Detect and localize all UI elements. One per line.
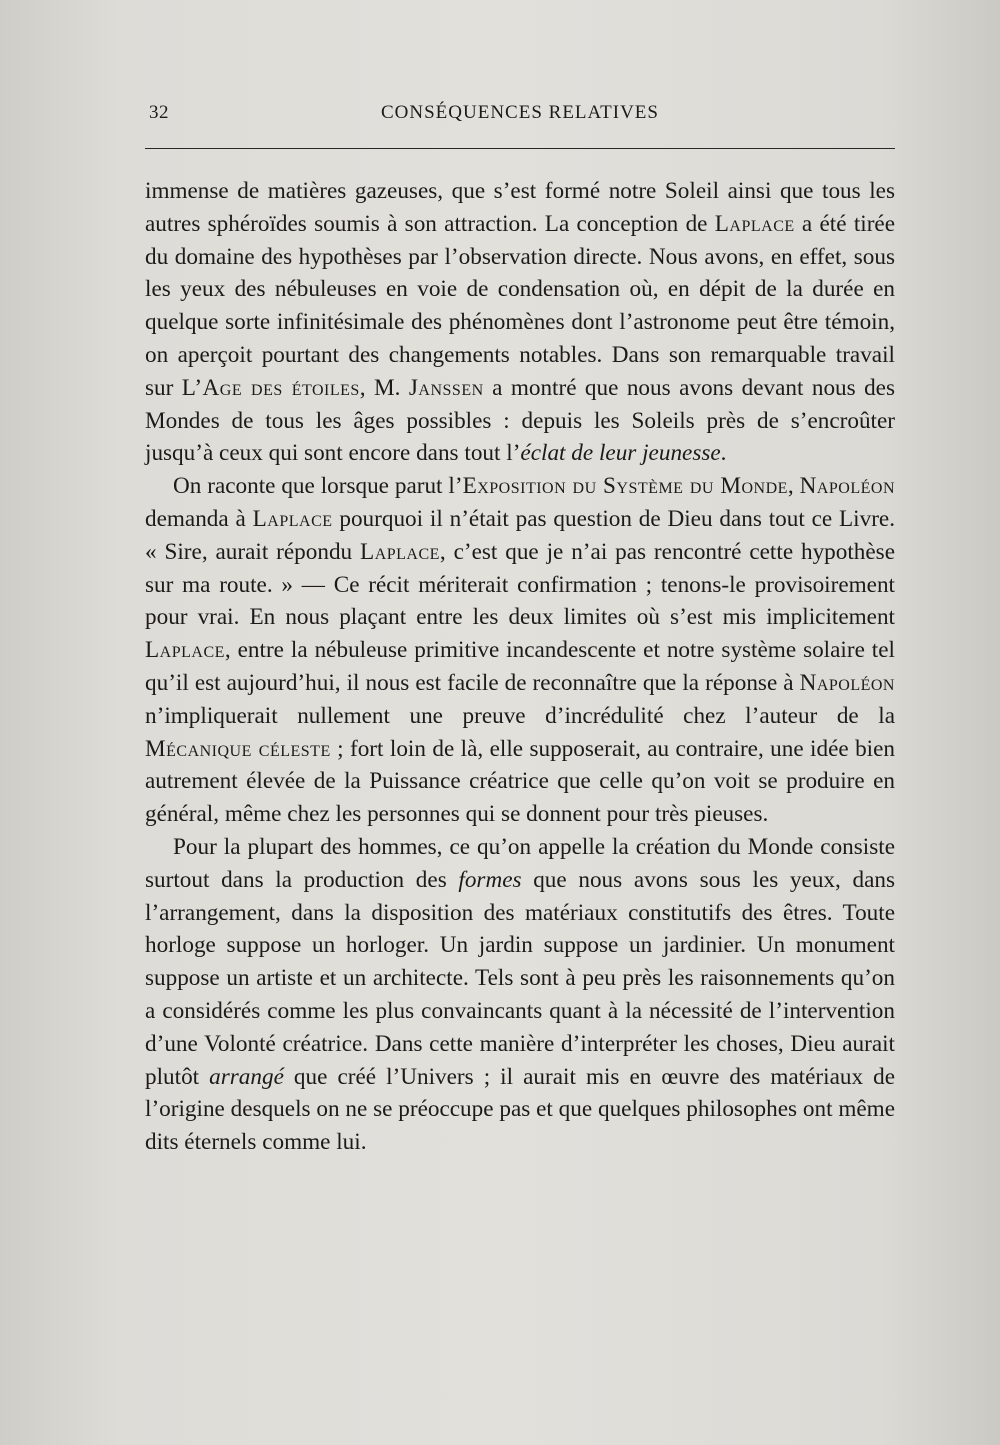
text-run: Pour la plupart des hommes, ce qu’on appelle la création du Monde consiste surtout dans la production des	[145, 833, 895, 893]
header-rule	[145, 148, 895, 149]
text-run: que créé l’Univers ; il aurait mis en œuvre des matériaux de l’origine desquels on ne se préoccupe pas et que quelques philosophes ont même dits éternels comme lui.	[145, 1063, 895, 1156]
small-caps-text: Mécanique céleste	[145, 735, 331, 762]
small-caps-text: Laplace	[360, 538, 440, 565]
page-header	[145, 98, 895, 130]
text-run: , M.	[359, 374, 409, 401]
italic-text: arrangé	[209, 1063, 284, 1090]
paragraph	[145, 175, 895, 470]
text-run: pourquoi il n’était pas question de Dieu dans tout ce Livre. « Sire, aurait répondu	[145, 505, 896, 565]
text-run: a été tirée du domaine des hypothèses par l’observation directe. Nous avons, en effet, sous les yeux des nébuleuses en voie de condensation où, en dépit de la durée en quelque sorte infinitésimale des phénomènes dont l’astronome peut être témoin, on aperçoit pourtant des changements notables. Dans son remarquable travail sur	[145, 210, 896, 401]
text-run: que nous avons sous les yeux, dans l’arrangement, dans la disposition des matériaux constitutifs des êtres. Toute horloge suppose un horloger. Un jardin suppose un jardinier. Un monument suppose un artiste et un architecte. Tels sont à peu près les raisonnements qu’on a considérés comme les plus convaincants quant à la nécessité de l’intervention d’une Volonté créatrice. Dans cette manière d’interpréter les choses, Dieu aurait plutôt	[145, 866, 895, 1090]
small-caps-text: Napoléon	[799, 473, 896, 500]
text-run: a montré que nous avons devant nous des Mondes de tous les âges possibles : depuis les Soleils près de s’encroûter jusqu’à ceux qui sont encore dans tout l’	[145, 374, 895, 467]
small-caps-text: Laplace	[252, 505, 333, 532]
small-caps-text: Exposition du Système du Monde	[462, 473, 788, 500]
small-caps-text: Laplace	[714, 210, 795, 237]
text-run: demanda à	[145, 505, 253, 532]
text-run: immense de matières gazeuses, que s’est formé notre Soleil ainsi que tous les autres sphéroïdes soumis à son attraction. La conception de	[145, 178, 895, 237]
small-caps-text: Janssen	[408, 374, 484, 401]
small-caps-text: Laplace	[145, 637, 225, 664]
text-run: On raconte que lorsque parut l’	[173, 473, 463, 500]
text-run: ,	[787, 473, 800, 500]
body-text	[145, 175, 895, 1159]
text-run: , entre la nébuleuse primitive incandescente et notre système solaire tel qu’il est aujourd’hui, il nous est facile de reconnaître que la réponse à	[145, 637, 895, 696]
paragraph	[145, 831, 895, 1159]
text-run: , c’est que je n’ai pas rencontré cette hypothèse sur ma route. » — Ce récit mériterait confirmation ; tenons-le provisoirement pour vrai. En nous plaçant entre les deux limites où s’est mis implicitement	[145, 538, 896, 631]
running-title: CONSÉQUENCES RELATIVES	[381, 102, 659, 123]
small-caps-text: Napoléon	[799, 669, 895, 696]
text-run: n’impliquerait nullement une preuve d’incrédulité chez l’auteur de la	[145, 702, 895, 729]
small-caps-text: L’Age des étoiles	[181, 374, 360, 401]
text-run: ; fort loin de là, elle supposerait, au contraire, une idée bien autrement élevée de la Puissance créatrice que celle qu’on voit se produire en général, même chez les personnes qui se donnent pour très pieuses.	[145, 735, 895, 828]
text-run: .	[720, 440, 727, 467]
paragraph	[145, 470, 895, 831]
italic-text: formes	[458, 866, 522, 893]
page-number: 32	[149, 102, 169, 123]
italic-text: éclat de leur jeunesse	[520, 440, 721, 467]
